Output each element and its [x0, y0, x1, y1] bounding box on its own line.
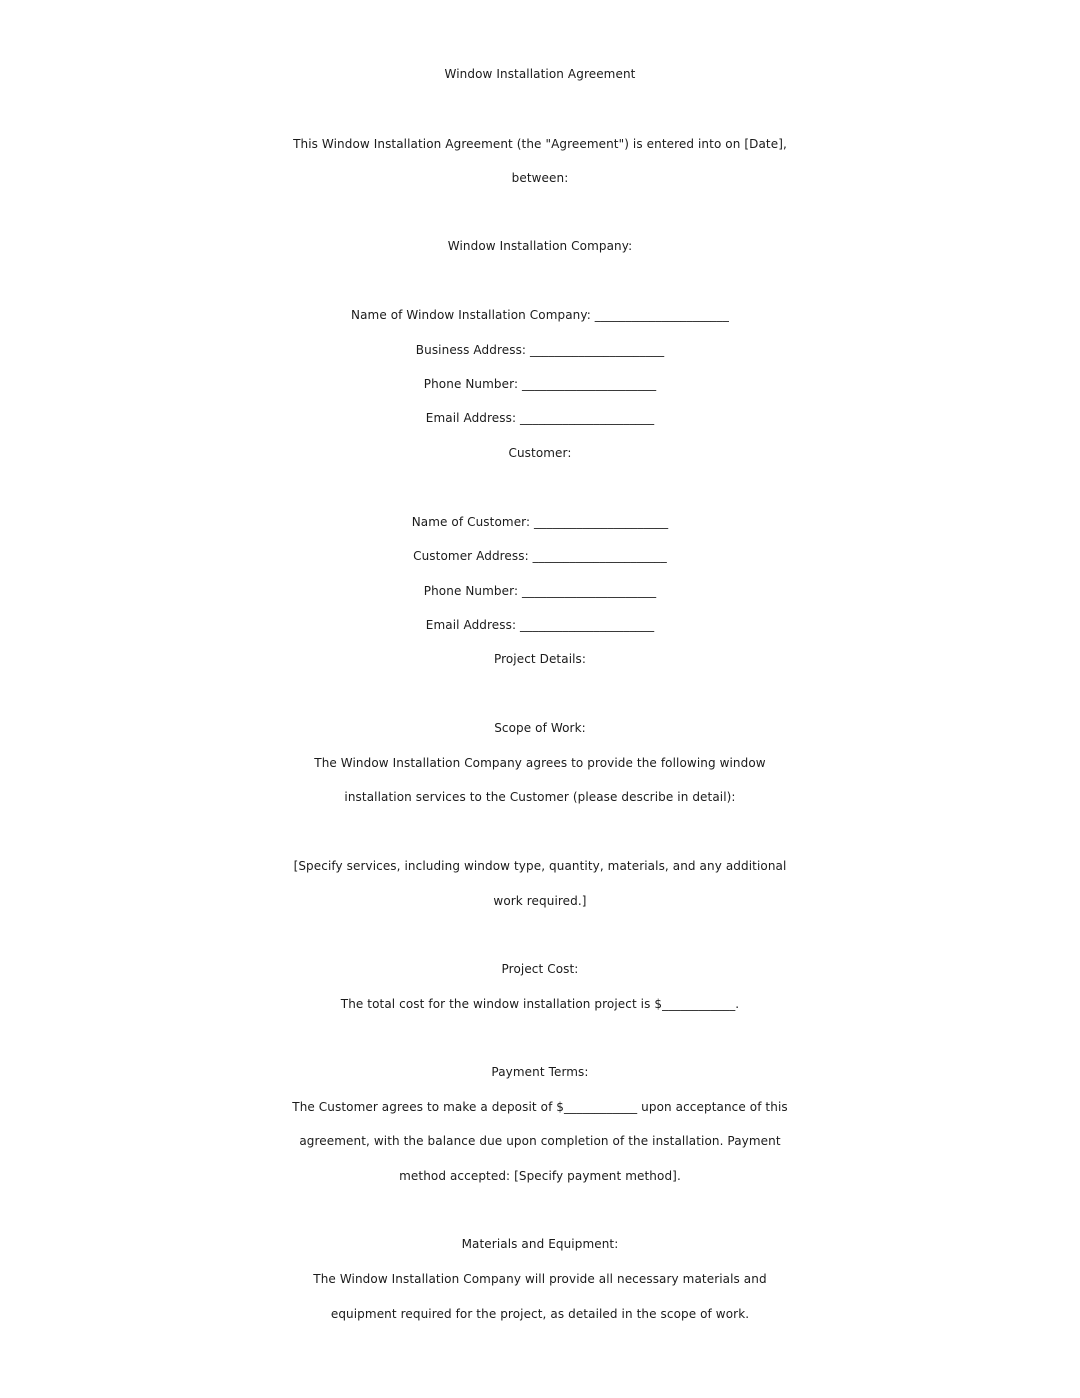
scope-heading: Scope of Work:: [494, 721, 586, 735]
specify-text-line-1: [Specify services, including window type, quantity, materials, and any additional: [293, 859, 787, 873]
customer-phone-field: Phone Number: ______________________: [423, 584, 657, 598]
payment-text-line-2: agreement, with the balance due upon completion of the installation. Payment: [299, 1134, 781, 1148]
cost-heading: Project Cost:: [501, 962, 579, 976]
scope-text-line-1: The Window Installation Company agrees to provide the following window: [314, 756, 766, 770]
customer-heading: Customer:: [508, 446, 572, 460]
company-name-field: Name of Window Installation Company: ______________________: [351, 308, 729, 322]
company-phone-field: Phone Number: ______________________: [423, 377, 657, 391]
company-heading: Window Installation Company:: [447, 239, 633, 253]
materials-heading: Materials and Equipment:: [461, 1237, 619, 1251]
cost-text: The total cost for the window installation project is $____________.: [340, 997, 740, 1011]
intro-text-line-1: This Window Installation Agreement (the "Agreement") is entered into on [Date],: [293, 137, 787, 151]
materials-text-line-2: equipment required for the project, as detailed in the scope of work.: [330, 1307, 750, 1321]
company-email-field: Email Address: ______________________: [425, 411, 655, 425]
payment-text-line-1: The Customer agrees to make a deposit of $____________ upon acceptance of this: [292, 1100, 788, 1114]
payment-text-line-3: method accepted: [Specify payment method].: [399, 1169, 681, 1183]
materials-text-line-1: The Window Installation Company will provide all necessary materials and: [313, 1272, 767, 1286]
scope-text-line-2: installation services to the Customer (please describe in detail):: [344, 790, 736, 804]
document-title: Window Installation Agreement: [444, 67, 636, 81]
company-address-field: Business Address: ______________________: [415, 343, 665, 357]
intro-text-line-2: between:: [511, 171, 569, 185]
customer-email-field: Email Address: ______________________: [425, 618, 655, 632]
project-details-heading: Project Details:: [493, 652, 587, 666]
customer-address-field: Customer Address: ______________________: [413, 549, 667, 563]
payment-heading: Payment Terms:: [491, 1065, 589, 1079]
specify-text-line-2: work required.]: [493, 894, 587, 908]
customer-name-field: Name of Customer: ______________________: [411, 515, 669, 529]
